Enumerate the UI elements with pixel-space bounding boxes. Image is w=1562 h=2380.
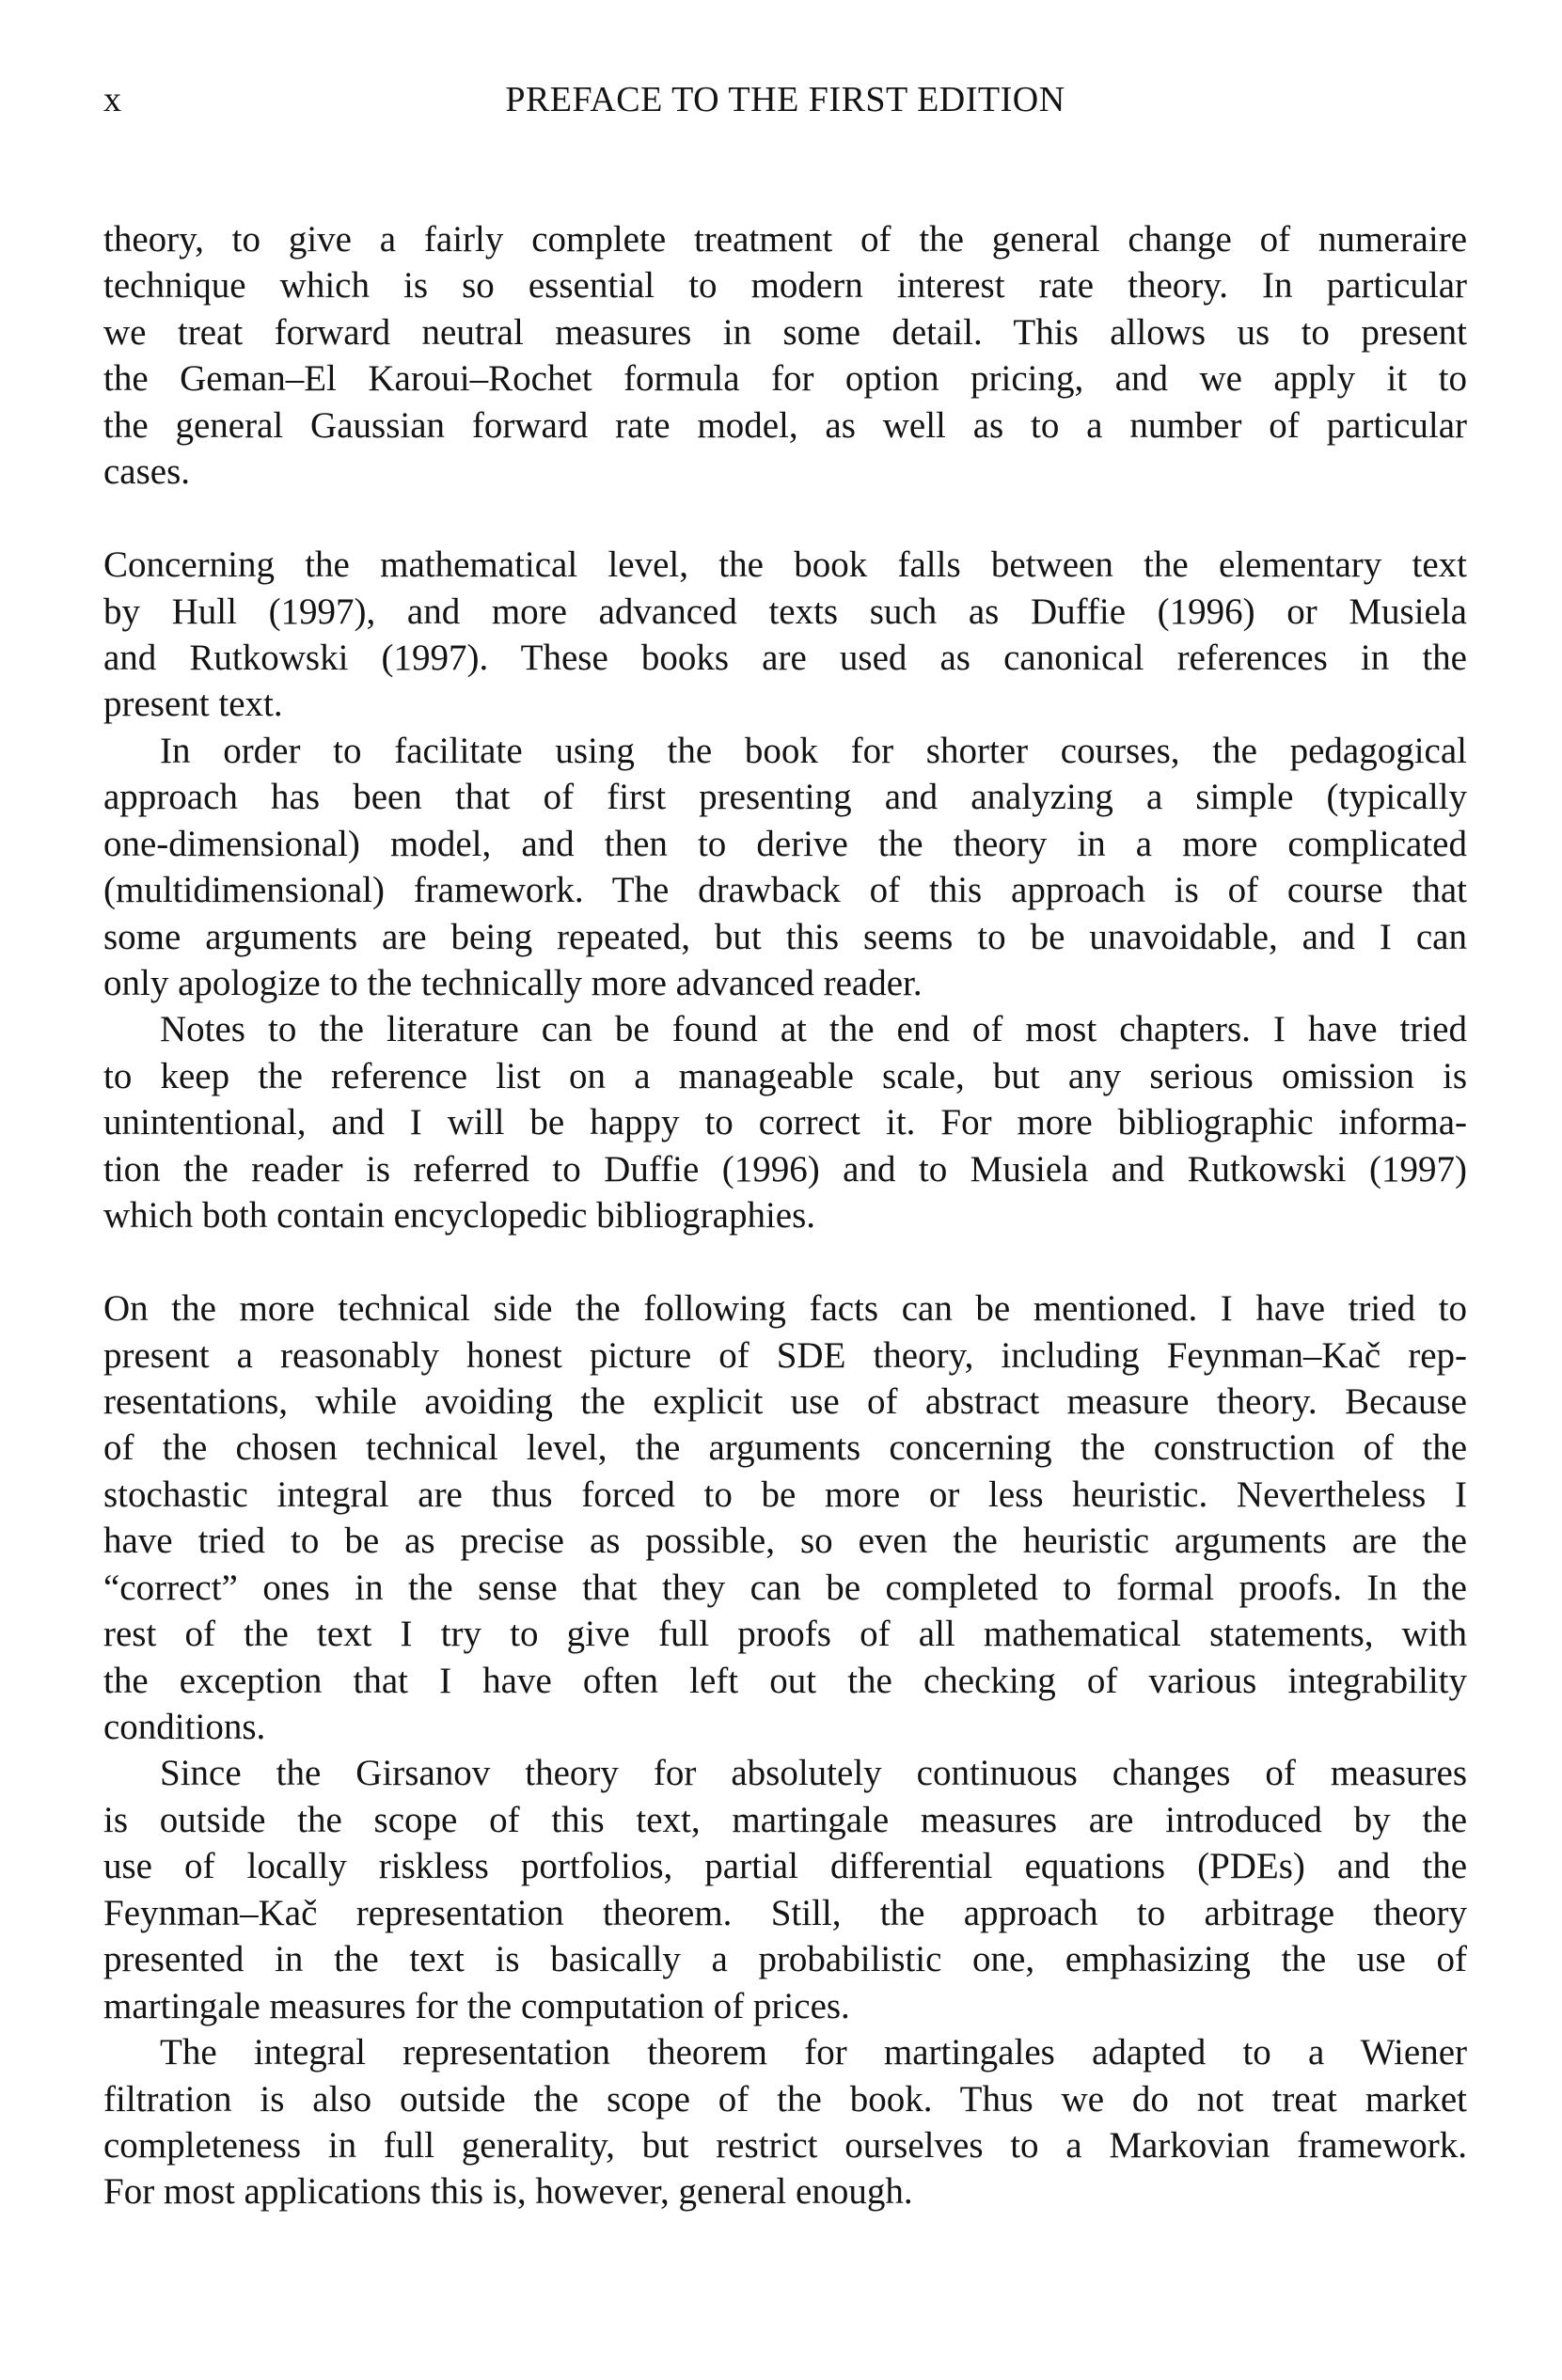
text-line: Concerning the mathematical level, the book falls between the elementary text: [103, 544, 1467, 586]
text-line: which both contain encyclopedic bibliographies.: [103, 1195, 816, 1237]
text-line: In order to facilitate using the book for shorter courses, the pedagogical: [160, 730, 1467, 771]
body-text: [103, 216, 1467, 2215]
text-line: presented in the text is basically a probabilistic one, emphasizing the use of: [103, 1939, 1467, 1980]
text-line: unintentional, and I will be happy to correct it. For more bibliographic informa-: [103, 1102, 1467, 1143]
text-line: filtration is also outside the scope of the book. Thus we do not treat market: [103, 2078, 1467, 2120]
paragraph: [103, 1285, 1467, 1750]
text-line: technique which is so essential to modern interest rate theory. In particular: [103, 265, 1467, 307]
paragraph: [103, 2029, 1467, 2215]
text-line: conditions.: [103, 1707, 266, 1747]
text-line: the Geman–El Karoui–Rochet formula for option pricing, and we apply it to: [103, 358, 1467, 400]
text-line: use of locally riskless portfolios, partial differential equations (PDEs) and the: [103, 1846, 1467, 1887]
text-line: theory, to give a fairly complete treatment of the general change of numeraire: [103, 219, 1467, 260]
text-line: cases.: [103, 451, 191, 493]
paragraph: [103, 216, 1467, 496]
paragraph: [103, 1750, 1467, 2029]
text-line: On the more technical side the following facts can be mentioned. I have tried to: [103, 1288, 1467, 1330]
text-line: we treat forward neutral measures in some detail. This allows us to present: [103, 311, 1467, 353]
text-line: For most applications this is, however, general enough.: [103, 2171, 913, 2213]
text-line: by Hull (1997), and more advanced texts such as Duffie (1996) or Musiela: [103, 591, 1467, 632]
text-line: “correct” ones in the sense that they can be completed to formal proofs. In the: [103, 1567, 1467, 1608]
text-line: resentations, while avoiding the explicit use of abstract measure theory. Because: [103, 1380, 1467, 1422]
text-line: and Rutkowski (1997). These books are used as canonical references in the: [103, 637, 1467, 678]
text-line: have tried to be as precise as possible, so even the heuristic arguments are the: [103, 1521, 1467, 1562]
text-line: stochastic integral are thus forced to be more or less heuristic. Nevertheless I: [103, 1474, 1467, 1515]
text-line: The integral representation theorem for martingales adapted to a Wiener: [160, 2032, 1467, 2073]
text-line: one-dimensional) model, and then to derive the theory in a more complicated: [103, 823, 1467, 864]
running-title: PREFACE TO THE FIRST EDITION: [505, 80, 1065, 119]
text-line: (multidimensional) framework. The drawback of this approach is of course that: [103, 870, 1467, 911]
text-line: completeness in full generality, but restrict ourselves to a Markovian framework.: [103, 2124, 1467, 2166]
page-header: [103, 79, 1467, 126]
text-line: some arguments are being repeated, but this seems to be unavoidable, and I can: [103, 916, 1467, 957]
text-line: present text.: [103, 684, 283, 725]
text-line: to keep the reference list on a manageable scale, but any serious omission is: [103, 1055, 1467, 1096]
text-line: martingale measures for the computation of prices.: [103, 1985, 850, 2026]
text-line: only apologize to the technically more advanced reader.: [103, 963, 923, 1003]
text-line: Since the Girsanov theory for absolutely continuous changes of measures: [160, 1753, 1467, 1794]
page-number: x: [103, 80, 121, 119]
text-line: Notes to the literature can be found at the end of most chapters. I have tried: [160, 1009, 1467, 1050]
text-line: Feynman–Kač representation theorem. Still, the approach to arbitrage theory: [103, 1892, 1467, 1933]
text-line: tion the reader is referred to Duffie (1996) and to Musiela and Rutkowski (1997): [103, 1148, 1467, 1190]
text-line: rest of the text I try to give full proofs of all mathematical statements, with: [103, 1614, 1467, 1655]
text-line: the general Gaussian forward rate model, as well as to a number of particular: [103, 404, 1467, 446]
text-line: present a reasonably honest picture of SDE theory, including Feynman–Kač rep-: [103, 1334, 1467, 1376]
paragraph-gap: [103, 1239, 1467, 1285]
paragraph: [103, 728, 1467, 1007]
text-line: is outside the scope of this text, martingale measures are introduced by the: [103, 1799, 1467, 1840]
text-line: approach has been that of first presenting and analyzing a simple (typically: [103, 777, 1467, 818]
text-line: the exception that I have often left out the checking of various integrability: [103, 1660, 1467, 1701]
paragraph-gap: [103, 496, 1467, 542]
paragraph: [103, 542, 1467, 728]
paragraph: [103, 1006, 1467, 1238]
text-line: of the chosen technical level, the arguments concerning the construction of the: [103, 1427, 1467, 1469]
